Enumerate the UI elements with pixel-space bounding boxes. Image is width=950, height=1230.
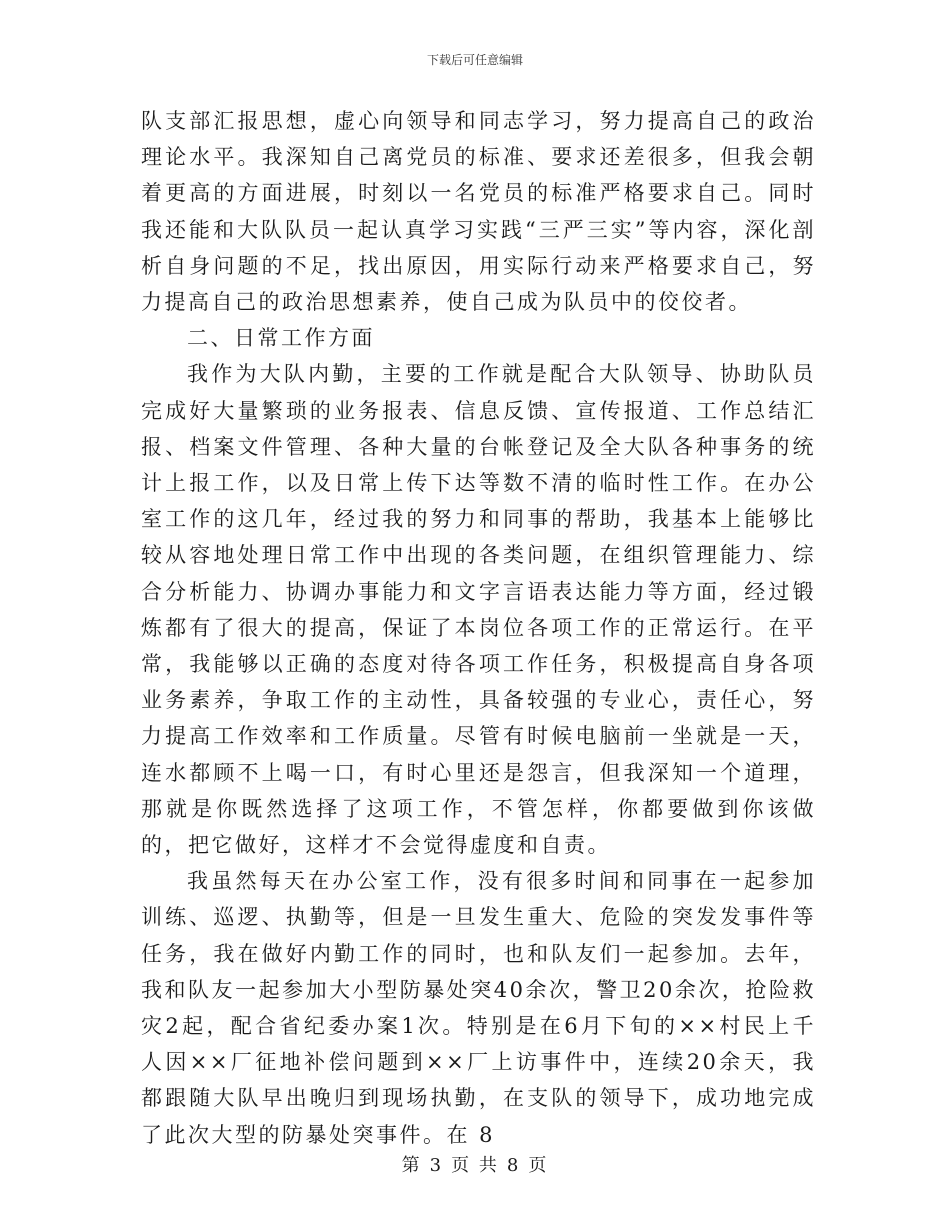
total-page-number: 8 <box>506 1155 521 1176</box>
current-page-number: 3 <box>429 1155 444 1176</box>
page-header: 下载后可任意编辑 <box>426 53 523 67</box>
paragraph-field-duty: 我虽然每天在办公室工作，没有很多时间和同事在一起参加训练、巡逻、执勤等，但是一旦发生重大、危险的突发发事件等任务，我在做好内勤工作的同时，也和队友们一起参加。去年，我和队友一起参加大小型防暴处突40余次，警卫20余次，抢险救灾2起，配合省纪委办案1次。特别是在6月下旬的××村民上千人因××厂征地补偿问题到××厂上访事件中，连续20余天，我都跟随大队早出晚归到现场执勤，在支队的领导下，成功地完成了此次大型的防暴处突事件。在 8 <box>141 869 816 1147</box>
footer-prefix: 第 <box>401 1155 422 1176</box>
section-heading: 二、日常工作方面 <box>187 326 375 351</box>
paragraph-daily-work: 我作为大队内勤，主要的工作就是配合大队领导、协助队员完成好大量繁琐的业务报表、信息反馈、宣传报道、工作总结汇报、档案文件管理、各种大量的台帐登记及全大队各种事务的统计上报工作，以及日常上传下达等数不清的临时性工作。在办公室工作的这几年，经过我的努力和同事的帮助，我基本上能够比较从容地处理日常工作中出现的各类问题，在组织管理能力、综合分析能力、协调办事能力和文字言语表达能力等方面，经过锻炼都有了很大的提高，保证了本岗位各项工作的正常运行。在平常，我能够以正确的态度对待各项工作任务，积极提高自身各项业务素养，争取工作的主动性，具备较强的专业心，责任心，努力提高工作效率和工作质量。尽管有时候电脑前一坐就是一天，连水都顾不上喝一口，有时心里还是怨言，但我深知一个道理，那就是你既然选择了这项工作，不管怎样，你都要做到你该做的，把它做好，这样才不会觉得虚度和自责。 <box>141 362 816 858</box>
footer-middle: 页 共 <box>451 1155 499 1176</box>
page-footer <box>0 1155 950 1177</box>
paragraph-continuation: 队支部汇报思想，虚心向领导和同志学习，努力提高自己的政治理论水平。我深知自己离党员的标准、要求还差很多，但我会朝着更高的方面进展，时刻以一名党员的标准严格要求自己。同时我还能和大队队员一起认真学习实践“三严三实”等内容，深化剖析自身问题的不足，找出原因，用实际行动来严格要求自己，努力提高自己的政治思想素养，使自己成为队员中的佼佼者。 <box>141 109 816 315</box>
document-body <box>141 103 816 1153</box>
footer-suffix: 页 <box>528 1155 549 1176</box>
